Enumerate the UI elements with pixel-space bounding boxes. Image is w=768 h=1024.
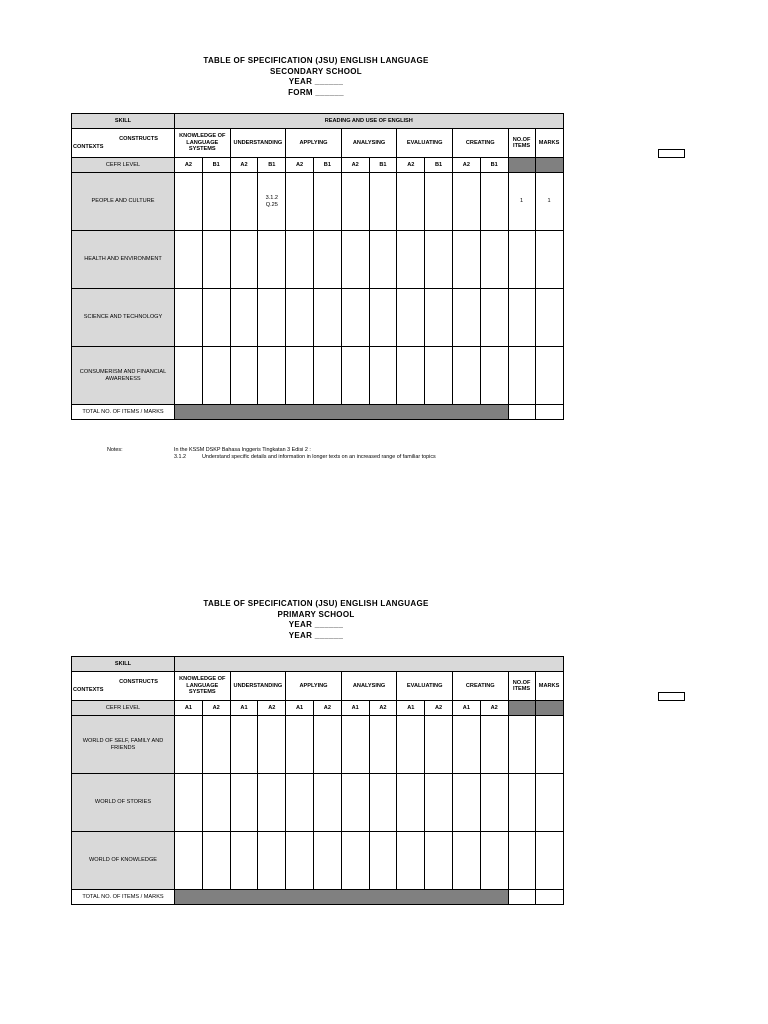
spec-cell: [286, 832, 314, 890]
spec-cell: [202, 716, 230, 774]
total-items: [508, 890, 535, 905]
title-line: YEAR ______: [288, 620, 344, 629]
construct-header: ANALYSING: [341, 129, 397, 158]
spec-cell: [480, 173, 508, 231]
primary-spec-table: [71, 656, 564, 905]
items-header: NO.OF ITEMS: [508, 672, 535, 701]
spec-cell: [425, 832, 453, 890]
total-row: [72, 405, 564, 420]
spec-cell: [341, 716, 369, 774]
shaded-cell: [535, 158, 563, 173]
constructs-row: [72, 129, 564, 158]
context-label: SCIENCE AND TECHNOLOGY: [72, 289, 175, 347]
construct-header: ANALYSING: [341, 672, 397, 701]
spec-cell: [341, 774, 369, 832]
marks-header: MARKS: [535, 129, 563, 158]
spec-cell: [258, 832, 286, 890]
marks-count: [535, 289, 563, 347]
spec-cell: [452, 289, 480, 347]
spec-cell: [230, 774, 258, 832]
cefr-level: A2: [397, 158, 425, 173]
total-label: TOTAL NO. OF ITEMS / MARKS: [72, 890, 175, 905]
spec-cell: [313, 716, 341, 774]
title-line: FORM ______: [288, 87, 344, 97]
spec-cell: [175, 231, 203, 289]
spec-cell: [258, 774, 286, 832]
spec-cell: [286, 231, 314, 289]
cefr-level: B1: [258, 158, 286, 173]
construct-header: UNDERSTANDING: [230, 672, 286, 701]
marks-count: 1: [535, 173, 563, 231]
cefr-level: B1: [369, 158, 397, 173]
items-count: [508, 832, 535, 890]
spec-cell: [480, 832, 508, 890]
constructs-row: [72, 672, 564, 701]
items-count: 1: [508, 173, 535, 231]
context-row: [72, 173, 564, 231]
notes-label: Notes:: [107, 447, 123, 453]
spec-cell: [425, 231, 453, 289]
spec-cell: [397, 774, 425, 832]
cefr-level: A2: [175, 158, 203, 173]
construct-header: KNOWLEDGE OF LANGUAGE SYSTEMS: [175, 672, 231, 701]
context-row: [72, 716, 564, 774]
total-row: [72, 890, 564, 905]
spec-cell: 3.1.2 Q.25: [258, 173, 286, 231]
construct-header: UNDERSTANDING: [230, 129, 286, 158]
constructs-contexts: [72, 672, 174, 700]
spec-cell: [313, 231, 341, 289]
construct-header: CREATING: [452, 129, 508, 158]
spec-cell: [397, 289, 425, 347]
spec-cell: [258, 347, 286, 405]
cefr-level: A1: [175, 701, 203, 716]
spec-cell: [369, 832, 397, 890]
spec-cell: [425, 716, 453, 774]
contexts-label: CONTEXTS: [73, 686, 104, 693]
cefr-level: A2: [341, 158, 369, 173]
items-count: [508, 289, 535, 347]
construct-header: CREATING: [452, 672, 508, 701]
spec-cell: [341, 347, 369, 405]
context-label: WORLD OF STORIES: [72, 774, 175, 832]
spec-cell: [369, 774, 397, 832]
skill-row: [72, 114, 564, 129]
spec-cell: [369, 173, 397, 231]
cefr-level: A2: [452, 158, 480, 173]
construct-header: APPLYING: [286, 129, 342, 158]
spec-cell: [286, 774, 314, 832]
items-header: NO.OF ITEMS: [508, 129, 535, 158]
context-label: HEALTH AND ENVIRONMENT: [72, 231, 175, 289]
spec-cell: [425, 774, 453, 832]
spec-cell: [286, 347, 314, 405]
constructs-label: CONSTRUCTS: [119, 136, 158, 142]
spec-cell: [202, 774, 230, 832]
spec-cell: [175, 347, 203, 405]
spec-cell: [341, 289, 369, 347]
spec-cell: [230, 173, 258, 231]
spec-cell: [369, 289, 397, 347]
construct-header: KNOWLEDGE OF LANGUAGE SYSTEMS: [175, 129, 231, 158]
cefr-level: A2: [202, 701, 230, 716]
cefr-level: A2: [369, 701, 397, 716]
items-count: [508, 231, 535, 289]
items-count: [508, 774, 535, 832]
spec-cell: [313, 347, 341, 405]
spec-cell: [480, 231, 508, 289]
cefr-level: A2: [480, 701, 508, 716]
spec-cell: [425, 347, 453, 405]
marks-count: [535, 774, 563, 832]
spec-cell: [313, 289, 341, 347]
spec-cell: [341, 231, 369, 289]
shaded-cell: [508, 701, 535, 716]
cefr-level: A1: [230, 701, 258, 716]
secondary-spec-table: [71, 113, 564, 420]
spec-cell: [452, 347, 480, 405]
marks-count: [535, 231, 563, 289]
cefr-row: [72, 158, 564, 173]
construct-header: EVALUATING: [397, 129, 453, 158]
skill-value: READING AND USE OF ENGLISH: [175, 114, 564, 129]
total-label: TOTAL NO. OF ITEMS / MARKS: [72, 405, 175, 420]
spec-cell: [286, 289, 314, 347]
cefr-level: A2: [425, 701, 453, 716]
spec-cell: [397, 716, 425, 774]
shaded-cell: [508, 158, 535, 173]
spec-cell: [175, 173, 203, 231]
marks-header: MARKS: [535, 672, 563, 701]
constructs-contexts: [72, 129, 174, 157]
shaded-cell: [175, 405, 509, 420]
context-label: CONSUMERISM AND FINANCIAL AWARENESS: [72, 347, 175, 405]
spec-cell: [480, 716, 508, 774]
cefr-label: CEFR LEVEL: [72, 701, 175, 716]
spec-cell: [175, 774, 203, 832]
cefr-row: [72, 701, 564, 716]
shaded-cell: [175, 890, 509, 905]
marks-count: [535, 347, 563, 405]
spec-cell: [286, 173, 314, 231]
cefr-level: A1: [341, 701, 369, 716]
spec-cell: [341, 173, 369, 231]
skill-label: SKILL: [72, 657, 175, 672]
context-row: [72, 832, 564, 890]
title-line: TABLE OF SPECIFICATION (JSU) ENGLISH LANGUAGE: [203, 599, 429, 608]
cefr-level: A1: [397, 701, 425, 716]
spec-cell: [452, 716, 480, 774]
spec-cell: [341, 832, 369, 890]
notes-code: 3.1.2: [174, 454, 186, 460]
notes-text: Understand specific details and information in longer texts on an increased range of familiar topics: [202, 454, 436, 460]
spec-cell: [480, 774, 508, 832]
spec-cell: [202, 289, 230, 347]
notes-line: In the KSSM DSKP Bahasa Inggeris Tingkatan 3 Edisi 2 :: [174, 447, 311, 453]
spec-cell: [175, 716, 203, 774]
spec-cell: [230, 231, 258, 289]
spec-cell: [202, 347, 230, 405]
spec-cell: [397, 231, 425, 289]
spec-cell: [230, 716, 258, 774]
cefr-level: A2: [286, 158, 314, 173]
spec-cell: [258, 231, 286, 289]
cefr-level: A1: [286, 701, 314, 716]
cefr-level: B1: [480, 158, 508, 173]
spec-cell: [230, 347, 258, 405]
cefr-level: B1: [202, 158, 230, 173]
constructs-label: CONSTRUCTS: [119, 679, 158, 685]
spec-cell: [425, 289, 453, 347]
marks-count: [535, 716, 563, 774]
spec-cell: [175, 289, 203, 347]
spec-cell: [258, 289, 286, 347]
spec-cell: [175, 832, 203, 890]
spec-cell: [452, 774, 480, 832]
items-count: [508, 716, 535, 774]
spec-cell: [452, 832, 480, 890]
spec-cell: [397, 832, 425, 890]
spec-cell: [480, 289, 508, 347]
shaded-cell: [535, 701, 563, 716]
spec-cell: [313, 774, 341, 832]
spec-cell: [313, 173, 341, 231]
construct-header: EVALUATING: [397, 672, 453, 701]
secondary-title: [0, 56, 632, 98]
total-marks: [535, 890, 563, 905]
spec-cell: [369, 347, 397, 405]
spec-cell: [452, 173, 480, 231]
spec-cell: [452, 231, 480, 289]
context-row: [72, 231, 564, 289]
side-box: [658, 692, 685, 701]
constructs-contexts-cell: [72, 129, 175, 158]
spec-cell: [230, 289, 258, 347]
side-box: [658, 149, 685, 158]
spec-cell: [425, 173, 453, 231]
spec-cell: [369, 716, 397, 774]
constructs-contexts-cell: [72, 672, 175, 701]
spec-cell: [369, 231, 397, 289]
marks-count: [535, 832, 563, 890]
total-items: [508, 405, 535, 420]
skill-value: [175, 657, 564, 672]
total-marks: [535, 405, 563, 420]
cefr-label: CEFR LEVEL: [72, 158, 175, 173]
context-row: [72, 774, 564, 832]
context-label: WORLD OF SELF, FAMILY AND FRIENDS: [72, 716, 175, 774]
construct-header: APPLYING: [286, 672, 342, 701]
context-label: PEOPLE AND CULTURE: [72, 173, 175, 231]
cefr-level: A1: [452, 701, 480, 716]
contexts-label: CONTEXTS: [73, 143, 104, 150]
spec-cell: [258, 716, 286, 774]
spec-cell: [230, 832, 258, 890]
title-line: YEAR ______: [288, 630, 344, 640]
context-label: WORLD OF KNOWLEDGE: [72, 832, 175, 890]
skill-label: SKILL: [72, 114, 175, 129]
spec-cell: [286, 716, 314, 774]
spec-cell: [202, 231, 230, 289]
context-row: [72, 289, 564, 347]
cefr-level: A2: [230, 158, 258, 173]
cefr-level: B1: [425, 158, 453, 173]
skill-row: [72, 657, 564, 672]
title-line: SECONDARY SCHOOL: [270, 66, 362, 76]
spec-cell: [202, 173, 230, 231]
cefr-level: B1: [313, 158, 341, 173]
spec-cell: [313, 832, 341, 890]
spec-cell: [202, 832, 230, 890]
title-line: TABLE OF SPECIFICATION (JSU) ENGLISH LANGUAGE: [203, 56, 429, 65]
title-line: PRIMARY SCHOOL: [277, 609, 355, 619]
primary-title: [0, 599, 632, 641]
cefr-level: A2: [258, 701, 286, 716]
items-count: [508, 347, 535, 405]
spec-cell: [480, 347, 508, 405]
cefr-level: A2: [313, 701, 341, 716]
context-row: [72, 347, 564, 405]
spec-cell: [397, 347, 425, 405]
spec-cell: [397, 173, 425, 231]
title-line: YEAR ______: [288, 77, 344, 86]
